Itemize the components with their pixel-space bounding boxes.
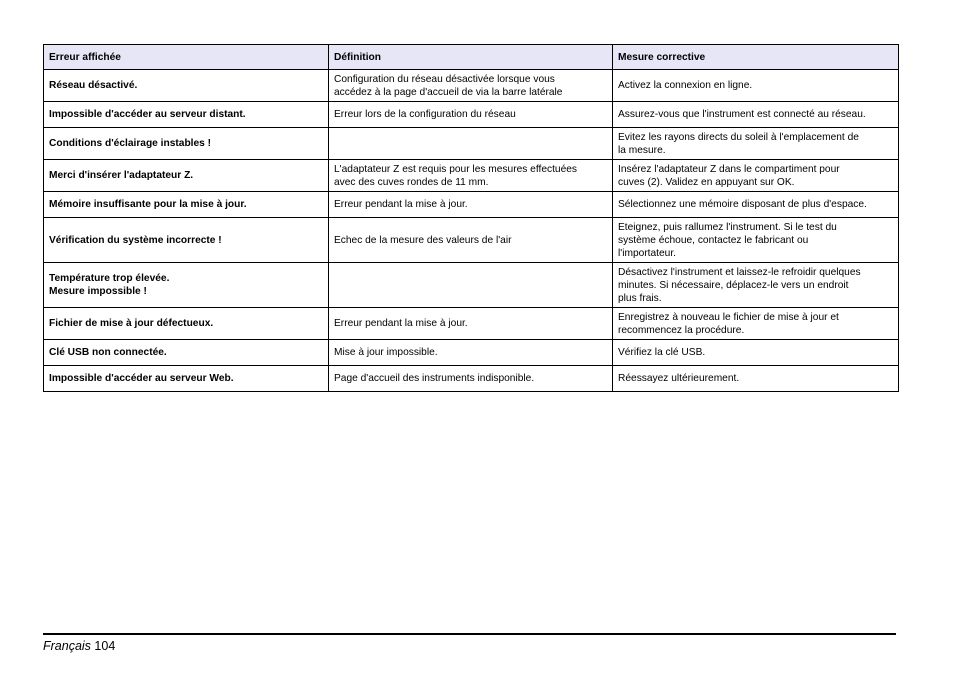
table-row [44,340,899,366]
cell-corrective-action [613,308,899,340]
cell-corrective-action [613,192,899,218]
cell-error [44,160,329,192]
cell-corrective-action [613,263,899,308]
cell-line: Insérez l'adaptateur Z dans le compartiment pour [618,163,840,175]
cell-line: Mémoire insuffisante pour la mise à jour. [49,199,247,210]
footer-page-number: 104 [94,639,116,653]
cell-line: Vérification du système incorrecte ! [49,234,222,246]
cell-line: Fichier de mise à jour défectueux. [49,318,214,329]
header-error: Erreur affichée [44,45,329,70]
cell-error [44,308,329,340]
cell-corrective-action [613,70,899,102]
header-corrective-action: Mesure corrective [613,45,899,70]
cell-line: l'importateur. [618,247,677,259]
table-row [44,160,899,192]
table-row [44,70,899,102]
cell-error [44,128,329,160]
cell-line: Désactivez l'instrument et laissez-le refroidir quelques [618,266,861,278]
cell-corrective-action [613,102,899,128]
cell-line: cuves (2). Validez en appuyant sur OK. [618,176,795,188]
cell-corrective-action [613,218,899,263]
cell-line: Enregistrez à nouveau le fichier de mise à jour et [618,311,839,323]
cell-definition [329,70,613,102]
cell-line: Conditions d'éclairage instables ! [49,138,212,149]
cell-corrective-action [613,340,899,366]
cell-line: Activez la connexion en ligne. [618,80,753,91]
cell-line: Erreur pendant la mise à jour. [334,318,468,329]
cell-definition [329,160,613,192]
cell-definition [329,218,613,263]
cell-line: système échoue, contactez le fabricant ou [618,234,809,246]
cell-line: Impossible d'accéder au serveur Web. [49,373,234,384]
cell-error [44,192,329,218]
cell-line: recommencez la procédure. [618,324,745,336]
cell-line: Sélectionnez une mémoire disposant de plus d'espace. [618,199,867,210]
cell-definition [329,102,613,128]
cell-line: Erreur lors de la configuration du réseau [334,109,516,120]
cell-line: plus frais. [618,292,662,304]
cell-line: Réessayez ultérieurement. [618,373,740,384]
cell-line: Réseau désactivé. [49,80,138,91]
cell-corrective-action [613,366,899,392]
table-row [44,102,899,128]
cell-definition [329,340,613,366]
cell-line: Clé USB non connectée. [49,347,167,358]
cell-line: Eteignez, puis rallumez l'instrument. Si le test du [618,221,837,233]
cell-line: L'adaptateur Z est requis pour les mesures effectuées [334,163,577,175]
cell-line: Merci d'insérer l'adaptateur Z. [49,170,194,181]
cell-corrective-action [613,128,899,160]
cell-line: la mesure. [618,144,666,156]
footer-rule [43,633,896,635]
cell-definition [329,263,613,308]
cell-definition [329,308,613,340]
cell-line: Assurez-vous que l'instrument est connecté au réseau. [618,109,866,120]
cell-line: Page d'accueil des instruments indisponible. [334,373,535,384]
cell-error [44,70,329,102]
table-row [44,192,899,218]
table-row [44,128,899,160]
table-body [44,70,899,392]
table-row [44,308,899,340]
cell-line: Impossible d'accéder au serveur distant. [49,109,246,120]
table-row [44,366,899,392]
cell-error [44,340,329,366]
cell-line: Echec de la mesure des valeurs de l'air [334,234,512,246]
page-footer [43,639,115,654]
cell-line: Mesure impossible ! [49,286,147,297]
header-definition: Définition [329,45,613,70]
cell-error [44,263,329,308]
cell-line: Mise à jour impossible. [334,347,438,358]
table-row [44,218,899,263]
cell-line: accédez à la page d'accueil de via la barre latérale [334,86,563,98]
error-table [43,44,899,392]
cell-definition [329,192,613,218]
cell-line: Evitez les rayons directs du soleil à l'emplacement de [618,131,859,143]
cell-line: avec des cuves rondes de 11 mm. [334,176,489,188]
cell-error [44,102,329,128]
cell-error [44,366,329,392]
cell-corrective-action [613,160,899,192]
cell-line: Température trop élevée. [49,273,170,284]
cell-definition [329,366,613,392]
cell-line: Configuration du réseau désactivée lorsque vous [334,73,555,85]
table-header-row [44,45,899,70]
cell-line: Erreur pendant la mise à jour. [334,199,468,210]
cell-line: minutes. Si nécessaire, déplacez-le vers un endroit [618,279,849,291]
table-row [44,263,899,308]
footer-language: Français [43,639,91,653]
cell-definition [329,128,613,160]
cell-error [44,218,329,263]
cell-line: Vérifiez la clé USB. [618,347,706,358]
